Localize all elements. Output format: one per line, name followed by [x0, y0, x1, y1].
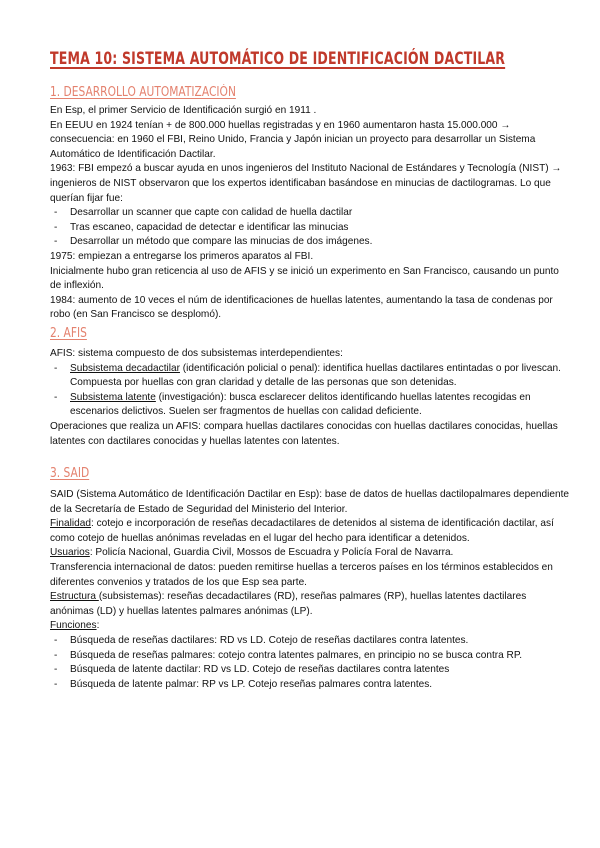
section-heading-desarrollo: 1. DESARROLLO AUTOMATIZACIÓN — [50, 85, 236, 100]
list-item — [50, 391, 570, 420]
list-item: - Tras escaneo, capacidad de detectar e identificar las minucias — [50, 221, 570, 236]
paragraph: 1984: aumento de 10 veces el núm de identificaciones de huellas latentes, aumentando la tasa de condenas por robo (en San Francisco se desplomó). — [50, 294, 553, 321]
bullet-list — [50, 362, 570, 420]
paragraph — [50, 546, 570, 561]
list-item: - Búsqueda de reseñas palmares: cotejo contra latentes palmares, en principio no se busca contra RP. — [50, 649, 570, 664]
paragraph: SAID (Sistema Automático de Identificación Dactilar en Esp): base de datos de huellas dactilopalmares dependiente de la Secretaría de Estado de Seguridad del Ministerio del Interior. — [50, 489, 570, 515]
paragraph: En EEUU en 1924 tenían + de 800.000 huellas registradas y en 1960 aumentaron hasta 15.000.000 → consecuencia: en 1960 el FBI, Reino Unido, Francia y Japón inician un proyecto para desarrollar un Sistema Automático de Identificación Dactilar. — [50, 119, 536, 160]
paragraph: Inicialmente hubo gran reticencia al uso de AFIS y se inició un experimento en San Francisco, causando un punto de inflexión. — [50, 265, 559, 292]
paragraph: 1963: FBI empezó a buscar ayuda en unos ingenieros del Instituto Nacional de Estándares y Tecnología (NIST) → ingenieros de NIST observaron que los expertos identificaban basándose en minucias de dactilogramas. Lo que querían fijar fue: — [50, 163, 562, 204]
bullet-list — [50, 634, 570, 692]
term: Finalidad — [50, 518, 91, 530]
list-item: - Búsqueda de reseñas dactilares: RD vs LD. Cotejo de reseñas dactilares contra latentes. — [50, 634, 570, 649]
paragraph: Transferencia internacional de datos: pueden remitirse huellas a terceros países en los términos establecidos en diferentes convenios y tratados de los que Esp sea parte. — [50, 561, 553, 588]
term: Estructura — [50, 591, 99, 603]
term: Usuarios — [50, 547, 90, 559]
list-item: - Desarrollar un método que compare las minucias de dos imágenes. — [50, 235, 570, 250]
section-heading-afis: 2. AFIS — [50, 326, 87, 341]
list-item: - Búsqueda de latente dactilar: RD vs LD. Cotejo de reseñas dactilares contra latentes — [50, 663, 570, 678]
document-title: TEMA 10: SISTEMA AUTOMÁTICO DE IDENTIFICACIÓN DACTILAR — [50, 49, 506, 69]
section-said-body — [50, 488, 570, 692]
paragraph — [50, 517, 570, 546]
paragraph — [50, 590, 570, 619]
paragraph: AFIS: sistema compuesto de dos subsistemas interdependientes: — [50, 348, 343, 359]
section-desarrollo-body — [50, 104, 570, 323]
paragraph: Operaciones que realiza un AFIS: compara huellas dactilares conocidas con huellas dactilares conocidas, huellas latentes con dactilares conocidas y huellas latentes con latentes. — [50, 420, 558, 447]
section-afis-body — [50, 347, 570, 449]
paragraph: En Esp, el primer Servicio de Identificación surgió en 1911 . — [50, 105, 317, 116]
term: Funciones — [50, 620, 97, 632]
list-item: - Desarrollar un scanner que capte con calidad de huella dactilar — [50, 206, 570, 221]
bullet-list — [50, 206, 570, 250]
term-description: (subsistemas): reseñas decadactilares (RD), reseñas palmares (RP), huellas latentes dactilares anónimas (LD) y huellas latentes palmares anónimas (LP). — [50, 591, 527, 617]
paragraph — [50, 619, 570, 634]
term-description: (investigación): busca esclarecer delitos identificando huellas latentes recogidas en escenarios delictivos. Suelen ser fragmentos de huellas con calidad deficiente. — [70, 391, 531, 418]
list-item — [50, 362, 570, 391]
section-heading-said: 3. SAID — [50, 466, 90, 481]
term: Subsistema decadactilar — [70, 362, 180, 374]
term-description: (identificación policial o penal): identifica huellas dactilares entintadas o por livescan. Compuesta por huellas con gran claridad y detalle de las personas que son detenidas. — [70, 362, 561, 389]
term-description: : Policía Nacional, Guardia Civil, Mossos de Escuadra y Policía Foral de Navarra. — [89, 547, 454, 559]
term-description: : cotejo e incorporación de reseñas decadactilares de detenidos al sistema de identificación dactilar, así como cotejo de huellas anónimas reveladas en el lugar del hecho para identificar a detenidos. — [50, 518, 554, 544]
term-description: : — [96, 620, 100, 632]
term: Subsistema latente — [70, 391, 156, 403]
paragraph: 1975: empiezan a entregarse los primeros aparatos al FBI. — [50, 250, 314, 262]
list-item: - Búsqueda de latente palmar: RP vs LP. Cotejo reseñas palmares contra latentes. — [50, 678, 570, 693]
